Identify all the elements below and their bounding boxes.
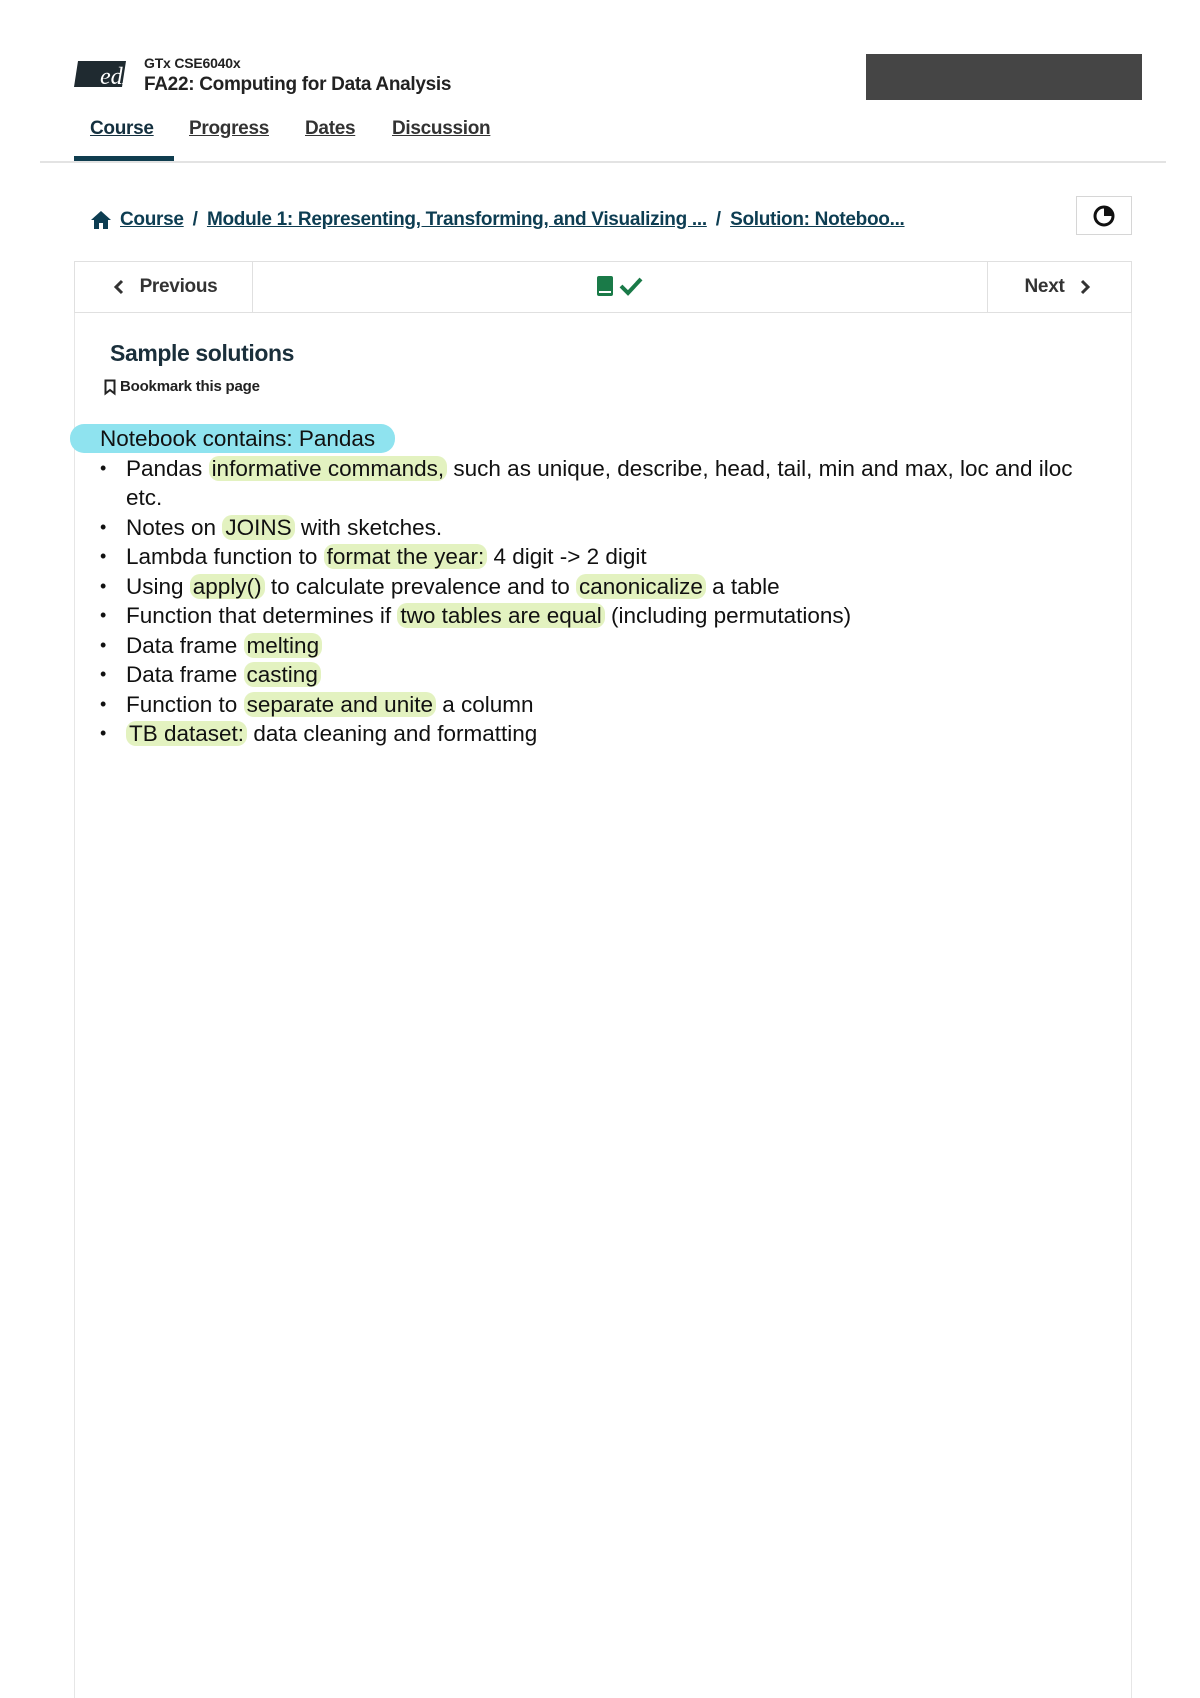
- theme-toggle-button[interactable]: [1076, 196, 1132, 235]
- breadcrumb: [90, 206, 905, 234]
- book-icon: [595, 275, 615, 297]
- header-divider: [40, 161, 1166, 163]
- checkmark-icon: [619, 276, 643, 296]
- note-text: to calculate prevalence and to: [264, 573, 577, 599]
- list-item: [100, 601, 1110, 631]
- previous-button[interactable]: [75, 262, 253, 312]
- dark-mode-icon: [1092, 204, 1116, 228]
- course-org: GTx CSE6040x: [144, 55, 241, 71]
- note-text: Function that determines if: [126, 603, 398, 628]
- note-text: Lambda function to: [126, 544, 324, 569]
- course-header: [0, 0, 1200, 165]
- next-button[interactable]: [987, 262, 1131, 312]
- note-text: Data frame: [126, 662, 244, 687]
- notes-content: [100, 424, 1110, 749]
- previous-label: Previous: [139, 276, 218, 297]
- note-text: Notes on: [126, 514, 223, 540]
- chevron-right-icon: [1076, 278, 1094, 296]
- highlighted-text: JOINS: [222, 515, 294, 540]
- note-text: 4 digit -> 2 digit: [487, 544, 647, 569]
- highlighted-text: TB dataset:: [126, 721, 247, 746]
- course-title: FA22: Computing for Data Analysis: [144, 74, 452, 95]
- note-text: such as unique, describe, head, tail, min and max, loc and iloc etc.: [126, 455, 1073, 510]
- list-item: [100, 660, 1110, 690]
- highlighted-text: two tables are equal: [397, 603, 604, 628]
- notes-list: [100, 454, 1110, 749]
- note-text: Using: [126, 573, 190, 599]
- unit-status[interactable]: [595, 275, 643, 297]
- list-item: [100, 542, 1110, 572]
- highlighted-text: casting: [244, 662, 321, 687]
- note-text: a table: [705, 573, 780, 599]
- highlighted-text: apply(): [190, 574, 265, 599]
- next-label: Next: [1024, 276, 1065, 297]
- tab-course[interactable]: Course: [90, 118, 154, 139]
- highlighted-text: melting: [244, 633, 323, 658]
- highlighted-text: informative commands,: [209, 456, 448, 481]
- tab-progress[interactable]: Progress: [189, 118, 269, 139]
- note-text: (including permutations): [604, 603, 852, 628]
- note-text: data cleaning and formatting: [247, 721, 538, 746]
- highlighted-text: format the year:: [324, 544, 488, 569]
- breadcrumb-separator: /: [192, 209, 198, 230]
- list-item: [100, 719, 1110, 749]
- breadcrumb-course[interactable]: Course: [120, 209, 184, 230]
- sequence-navigation: [74, 261, 1132, 313]
- notebook-heading: [100, 424, 395, 454]
- highlighted-text: separate and unite: [244, 692, 436, 717]
- account-menu[interactable]: [866, 54, 1142, 100]
- note-text: Data frame: [126, 632, 244, 658]
- list-item: [100, 690, 1110, 720]
- list-item: [100, 513, 1110, 543]
- list-item: [100, 572, 1110, 602]
- tab-discussion[interactable]: Discussion: [392, 118, 491, 139]
- list-item: [100, 454, 1110, 513]
- page-title: Sample solutions: [110, 340, 295, 366]
- breadcrumb-module[interactable]: Module 1: Representing, Transforming, and Visualizing ...: [206, 209, 707, 230]
- note-text: Function to: [126, 691, 244, 717]
- breadcrumb-unit[interactable]: Solution: Noteboo...: [730, 209, 905, 230]
- breadcrumb-separator: /: [715, 209, 722, 230]
- note-text: Pandas: [126, 455, 209, 481]
- edx-logo[interactable]: [74, 57, 138, 91]
- bookmark-icon: [104, 379, 116, 395]
- chevron-left-icon: [110, 278, 128, 296]
- tab-dates[interactable]: Dates: [305, 118, 356, 139]
- notebook-heading-text: Notebook contains: Pandas: [70, 424, 395, 453]
- highlighted-text: canonicalize: [576, 574, 706, 599]
- note-text: a column: [435, 691, 534, 717]
- list-item: [100, 631, 1110, 661]
- bookmark-label: Bookmark this page: [120, 378, 260, 395]
- home-icon[interactable]: [90, 210, 112, 230]
- logo-text: edX: [100, 64, 138, 90]
- bookmark-button[interactable]: [104, 378, 260, 395]
- note-text: with sketches.: [294, 514, 443, 540]
